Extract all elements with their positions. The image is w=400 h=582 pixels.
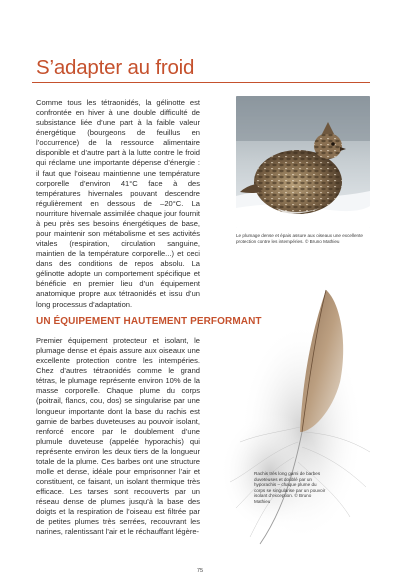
page-number: 75 bbox=[196, 568, 204, 574]
intro-text bbox=[36, 98, 200, 310]
grouse-photo bbox=[236, 96, 370, 228]
feather-caption: Rachis très long garni de barbes duveteuses et doublé par un hyporachis – chaque plume du corps se singularise par un pouvoir isolant d’exception. © Bruno Mathieu bbox=[254, 471, 326, 504]
section-text bbox=[36, 336, 200, 568]
title-rule bbox=[32, 82, 370, 83]
feather-image bbox=[190, 282, 400, 552]
grouse-caption: Le plumage dense et épais assure aux oiseaux une excellente protection contre les intempéries. © Bruno Mathieu bbox=[236, 233, 363, 244]
page-title: S’adapter au froid bbox=[36, 56, 195, 79]
section-heading: UN ÉQUIPEMENT HAUTEMENT PERFORMANT bbox=[36, 316, 262, 327]
section-paragraph: Premier équipement protecteur et isolant, le plumage dense et épais assure aux oiseaux une excellente protection contre les intempéries. Chez d’autres tétraonidés comme le grand tétras, le plumage représente environ 10% de la masse corporelle. Chaque plume du corps (poitrail, flancs, cou, dos) se singularise par une longueur importante dont la base du rachis est garnie de barbes duveteuses au pouvoir isolant, renforcé encore par le doublement d’une plumule duveteuse (appelée hyporachis) qui représente environ les deux tiers de la longueur totale de la plume. Ces barbes ont une structure molle et dense, idéale pour emprisonner l’air et constituent, ce faisant, un isolant thermique très efficace. Les tarses sont recouverts par un réseau dense de plumes jusqu’à la base des doigts et la respiration de l’oiseau est filtrée par de petites plumes très serrées, recouvrant les narines, ralentissant l’air et le réchauffant légère- bbox=[36, 336, 200, 537]
intro-paragraph: Comme tous les tétraonidés, la gélinotte est confrontée en hiver à une double difficulté de subsistance liée d’une part à la faible valeur énergétique (bourgeons de feuillus en l’occurrence) de la ressource alimentaire disponible et d’autre part à la lutte contre le froid qui réclame une importante dépense d’énergie : il faut que l’oiseau maintienne une température corporelle d’environ 41°C face à des températures hivernales pouvant descendre régulièrement en dessous de –20°C. La nourriture hivernale assimilée chaque jour fournit à peu près ses besoins énergétiques de base, pour maintenir son métabolisme et ses activités vitales (respiration, circulation sanguine, maintien de la température corporelle...) et ceci dans des conditions de repos absolu. La gélinotte adopte un comportement spécifique et bénéficie en premier lieu d’un équipement anatomique propre aux tétraonidés et issu d’un long processus d’adaptation. bbox=[36, 98, 200, 309]
